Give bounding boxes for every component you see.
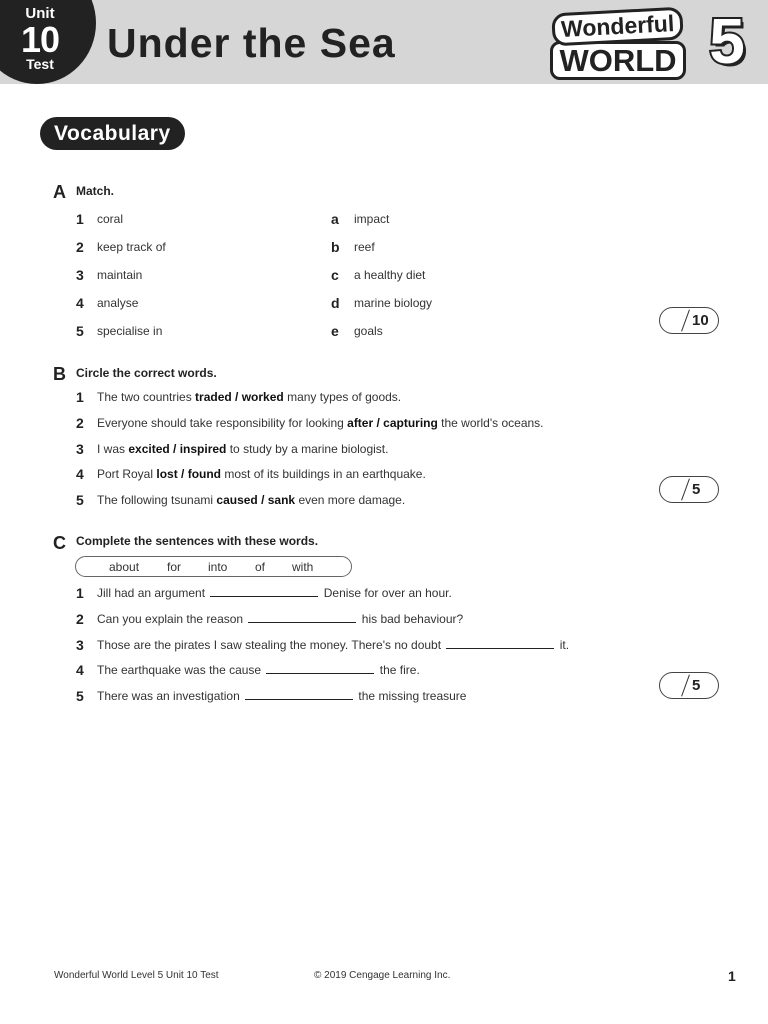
exercise-a-instruction: Match.	[76, 184, 115, 198]
section-title: Vocabulary	[40, 117, 185, 150]
brand-logo	[548, 10, 688, 80]
match-term: analyse	[97, 296, 139, 310]
word-bank-item: into	[208, 560, 228, 574]
list-item-number: 1	[76, 389, 84, 405]
list-item-number: 4	[76, 466, 84, 482]
brand-line2: WORLD	[550, 41, 685, 80]
score-slash	[681, 479, 690, 501]
word-bank-item: of	[255, 560, 266, 574]
match-term: coral	[97, 212, 124, 226]
word-choice: traded / worked	[195, 390, 284, 404]
list-item-number: 5	[76, 492, 84, 508]
unit-test-label: Test	[26, 56, 54, 72]
unit-label	[4, 6, 76, 71]
match-option: marine biology	[354, 296, 433, 310]
list-item-letter: d	[331, 295, 340, 311]
exercise-c-letter: C	[53, 533, 66, 553]
list-item-number: 1	[76, 585, 84, 601]
brand-line1: Wonderful	[552, 7, 685, 47]
list-item: The two countries traded / worked many types of goods.	[97, 390, 402, 404]
list-item: I was excited / inspired to study by a marine biologist.	[97, 442, 389, 456]
list-item-number: 1	[76, 211, 84, 227]
match-option: a healthy diet	[354, 268, 426, 282]
exercise-b-letter: B	[53, 364, 66, 384]
list-item-number: 3	[76, 267, 84, 283]
word-bank-item: about	[109, 560, 140, 574]
list-item-number: 2	[76, 415, 84, 431]
footer-book-title: Wonderful World Level 5 Unit 10 Test	[54, 970, 219, 981]
list-item-number: 5	[76, 688, 84, 704]
list-item-letter: e	[331, 323, 339, 339]
match-term: maintain	[97, 268, 143, 282]
list-item: The following tsunami caused / sank even more damage.	[97, 493, 406, 507]
footer-copyright: © 2019 Cengage Learning Inc.	[314, 970, 451, 981]
page-title: Under the Sea	[107, 20, 396, 66]
answer-blank[interactable]	[446, 638, 554, 649]
list-item-number: 3	[76, 441, 84, 457]
match-term: keep track of	[97, 240, 166, 254]
exercise-a-letter: A	[53, 182, 66, 202]
list-item-number: 4	[76, 295, 84, 311]
word-choice: excited / inspired	[128, 442, 227, 456]
list-item-number: 2	[76, 239, 84, 255]
score-box-a	[659, 307, 719, 334]
word-choice: lost / found	[156, 467, 222, 481]
page-header	[0, 0, 768, 84]
list-item-letter: b	[331, 239, 340, 255]
list-item-number: 3	[76, 637, 84, 653]
word-choice: caused / sank	[216, 493, 296, 507]
list-item: Those are the pirates I saw stealing the money. There's no doubt it.	[97, 638, 570, 652]
match-option: reef	[354, 240, 375, 254]
page-number: 1	[728, 968, 736, 984]
list-item-number: 5	[76, 323, 84, 339]
word-choice: after / capturing	[347, 416, 438, 430]
score-total: 10	[692, 312, 709, 329]
answer-blank[interactable]	[266, 663, 374, 674]
answer-blank[interactable]	[245, 689, 353, 700]
list-item: There was an investigation the missing treasure	[97, 689, 467, 703]
brand-level-number: 5	[709, 5, 745, 77]
list-item-letter: a	[331, 211, 339, 227]
list-item: The earthquake was the cause the fire.	[97, 663, 420, 677]
list-item: Port Royal lost / found most of its buildings in an earthquake.	[97, 467, 426, 481]
list-item: Jill had an argument Denise for over an hour.	[97, 586, 452, 600]
score-slash	[681, 310, 690, 332]
score-total: 5	[692, 677, 701, 694]
list-item: Can you explain the reason his bad behaviour?	[97, 612, 464, 626]
list-item: Everyone should take responsibility for looking after / capturing the world's oceans.	[97, 416, 544, 430]
list-item-letter: c	[331, 267, 339, 283]
word-bank-item: for	[167, 560, 182, 574]
exercise-c-instruction: Complete the sentences with these words.	[76, 534, 319, 548]
word-bank-item: with	[292, 560, 314, 574]
exercise-b-instruction: Circle the correct words.	[76, 366, 217, 380]
match-term: specialise in	[97, 324, 163, 338]
answer-blank[interactable]	[210, 586, 318, 597]
list-item-number: 4	[76, 662, 84, 678]
score-box-b	[659, 476, 719, 503]
unit-word: Unit	[25, 5, 55, 22]
score-slash	[681, 675, 690, 697]
match-option: goals	[354, 324, 383, 338]
answer-blank[interactable]	[248, 612, 356, 623]
word-bank	[75, 556, 352, 577]
list-item-number: 2	[76, 611, 84, 627]
match-option: impact	[354, 212, 390, 226]
unit-number: 10	[20, 19, 60, 60]
score-total: 5	[692, 481, 701, 498]
score-box-c	[659, 672, 719, 699]
